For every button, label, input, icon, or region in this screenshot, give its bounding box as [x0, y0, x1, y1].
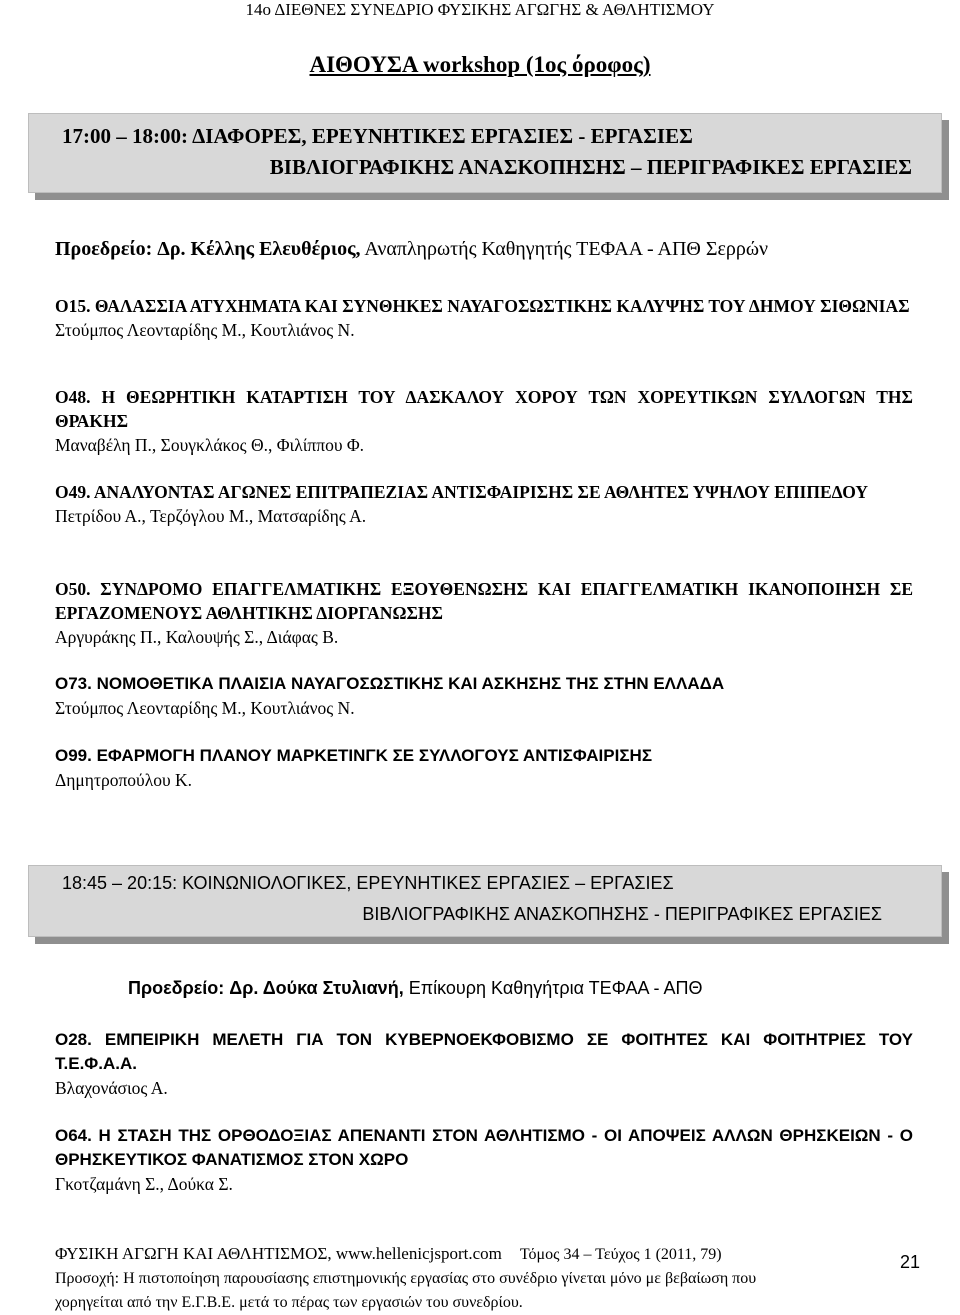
paper-title: Ο28. ΕΜΠΕΙΡΙΚΗ ΜΕΛΕΤΗ ΓΙΑ ΤΟΝ ΚΥΒΕΡΝΟΕΚΦΟΒΙΣΜΟ ΣΕ ΦΟΙΤΗΤΕΣ ΚΑΙ ΦΟΙΤΗΤΡΙΕΣ ΤΟΥ Τ.Ε.Φ.Α.Α. [55, 1030, 913, 1073]
paper-authors: Γκοτζαμάνη Σ., Δούκα Σ. [55, 1174, 233, 1194]
list-item [55, 385, 913, 457]
hall-title: ΑΙΘΟΥΣΑ workshop (1ος όροφος) [309, 52, 651, 77]
session-1-title-line2: ΒΙΒΛΙΟΓΡΑΦΙΚΗΣ ΑΝΑΣΚΟΠΗΣΗΣ – ΠΕΡΙΓΡΑΦΙΚΕΣ ΕΡΓΑΣΙΕΣ [269, 155, 912, 179]
paper-authors: Στούμπος Λεονταρίδης Μ., Κουτλιάνος Ν. [55, 320, 355, 340]
paper-authors: Μαναβέλη Π., Σουγκλάκος Θ., Φιλίππου Φ. [55, 435, 365, 455]
paper-title: Ο64. Η ΣΤΑΣΗ ΤΗΣ ΟΡΘΟΔΟΞΙΑΣ ΑΠΕΝΑΝΤΙ ΣΤΟΝ ΑΘΛΗΤΙΣΜΟ - ΟΙ ΑΠΟΨΕΙΣ ΑΛΛΩΝ ΘΡΗΣΚΕΙΩΝ - Ο ΘΡΗΣΚΕΥΤΙΚΟΣ ΦΑΝΑΤΙΣΜΟΣ ΣΤΟΝ ΧΩΡΟ [55, 1126, 913, 1169]
list-item [55, 1028, 913, 1100]
paper-title: Ο48. Η ΘΕΩΡΗΤΙΚΗ ΚΑΤΑΡΤΙΣΗ ΤΟΥ ΔΑΣΚΑΛΟΥ ΧΟΡΟΥ ΤΩΝ ΧΟΡΕΥΤΙΚΩΝ ΣΥΛΛΟΓΩΝ ΤΗΣ ΘΡΑΚΗΣ [55, 387, 913, 431]
paper-title: Ο99. ΕΦΑΡΜΟΓΗ ΠΛΑΝΟΥ ΜΑΡΚΕΤΙΝΓΚ ΣΕ ΣΥΛΛΟΓΟΥΣ ΑΝΤΙΣΦΑΙΡΙΣΗΣ [55, 746, 653, 765]
journal-issue: Τόμος 34 – Τεύχος 1 (2011, 79) [519, 1246, 722, 1263]
list-item [55, 1124, 913, 1196]
footer-note-line2: χορηγείται από την Ε.Γ.Β.Ε. μετά το πέρας των εργασιών του συνεδρίου. [55, 1294, 523, 1311]
chair-label: Προεδρείο: [55, 238, 153, 260]
list-item [55, 294, 913, 342]
list-item [55, 672, 913, 720]
list-item [55, 744, 913, 792]
journal-name: ΦΥΣΙΚΗ ΑΓΩΓΗ ΚΑΙ ΑΘΛΗΤΙΣΜΟΣ, www.hellenicjsport.com [55, 1244, 502, 1263]
page-number: 21 [900, 1252, 921, 1272]
chair-role: Αναπληρωτής Καθηγητής ΤΕΦΑΑ - ΑΠΘ Σερρών [364, 238, 769, 260]
page-header: 14ο ΔΙΕΘΝΕΣ ΣΥΝΕΔΡΙΟ ΦΥΣΙΚΗΣ ΑΓΩΓΗΣ & ΑΘΛΗΤΙΣΜΟΥ [245, 0, 715, 19]
paper-title: Ο73. ΝΟΜΟΘΕΤΙΚΑ ΠΛΑΙΣΙΑ ΝΑΥΑΓΟΣΩΣΤΙΚΗΣ ΚΑΙ ΑΣΚΗΣΗΣ ΤΗΣ ΣΤΗΝ ΕΛΛΑΔΑ [55, 674, 725, 693]
list-item [55, 577, 913, 649]
paper-authors: Αργυράκης Π., Καλουψής Σ., Διάφας Β. [55, 627, 339, 647]
chair-role: Επίκουρη Καθηγήτρια ΤΕΦΑΑ - ΑΠΘ [408, 978, 703, 998]
chair-label: Προεδρείο: [128, 978, 225, 998]
footer-note-line1: Προσοχή: Η πιστοποίηση παρουσίασης επιστημονικής εργασίας στο συνέδριο γίνεται μόνο με βεβαίωση που [55, 1270, 757, 1287]
list-item [55, 480, 913, 528]
session-2-chair [128, 975, 928, 1001]
paper-authors: Δημητροπούλου Κ. [55, 770, 192, 790]
session-1-chair [55, 236, 935, 262]
paper-authors: Πετρίδου Α., Τερζόγλου Μ., Ματσαρίδης Α. [55, 506, 367, 526]
paper-authors: Στούμπος Λεονταρίδης Μ., Κουτλιάνος Ν. [55, 698, 355, 718]
paper-title: Ο49. ΑΝΑΛΥΟΝΤΑΣ ΑΓΩΝΕΣ ΕΠΙΤΡΑΠΕΖΙΑΣ ΑΝΤΙΣΦΑΙΡΙΣΗΣ ΣΕ ΑΘΛΗΤΕΣ ΥΨΗΛΟΥ ΕΠΙΠΕΔΟΥ [55, 482, 868, 502]
session-2-title-line1: 18:45 – 20:15: ΚΟΙΝΩΝΙΟΛΟΓΙΚΕΣ, ΕΡΕΥΝΗΤΙΚΕΣ ΕΡΓΑΣΙΕΣ – ΕΡΓΑΣΙΕΣ [62, 873, 674, 893]
session-1-title-line1: 17:00 – 18:00: ΔΙΑΦΟΡΕΣ, ΕΡΕΥΝΗΤΙΚΕΣ ΕΡΓΑΣΙΕΣ - ΕΡΓΑΣΙΕΣ [62, 124, 693, 148]
paper-authors: Βλαχονάσιος Α. [55, 1078, 168, 1098]
paper-title: Ο50. ΣΥΝΔΡΟΜΟ ΕΠΑΓΓΕΛΜΑΤΙΚΗΣ ΕΞΟΥΘΕΝΩΣΗΣ ΚΑΙ ΕΠΑΓΓΕΛΜΑΤΙΚΗ ΙΚΑΝΟΠΟΙΗΣΗ ΣΕ ΕΡΓΑΖΟΜΕΝΟΥΣ ΑΘΛΗΤΙΚΗΣ ΔΙΟΡΓΑΝΩΣΗΣ [55, 579, 913, 623]
paper-title: Ο15. ΘΑΛΑΣΣΙΑ ΑΤΥΧΗΜΑΤΑ ΚΑΙ ΣΥΝΘΗΚΕΣ ΝΑΥΑΓΟΣΩΣΤΙΚΗΣ ΚΑΛΥΨΗΣ ΤΟΥ ΔΗΜΟΥ ΣΙΘΩΝΙΑΣ [55, 296, 910, 316]
session-2-title-line2: ΒΙΒΛΙΟΓΡΑΦΙΚΗΣ ΑΝΑΣΚΟΠΗΣΗΣ - ΠΕΡΙΓΡΑΦΙΚΕΣ ΕΡΓΑΣΙΕΣ [362, 904, 882, 924]
chair-name: Δρ. Δούκα Στυλιανή, [229, 978, 404, 998]
page-footer [55, 1242, 915, 1315]
chair-name: Δρ. Κέλλης Ελευθέριος, [157, 238, 361, 260]
